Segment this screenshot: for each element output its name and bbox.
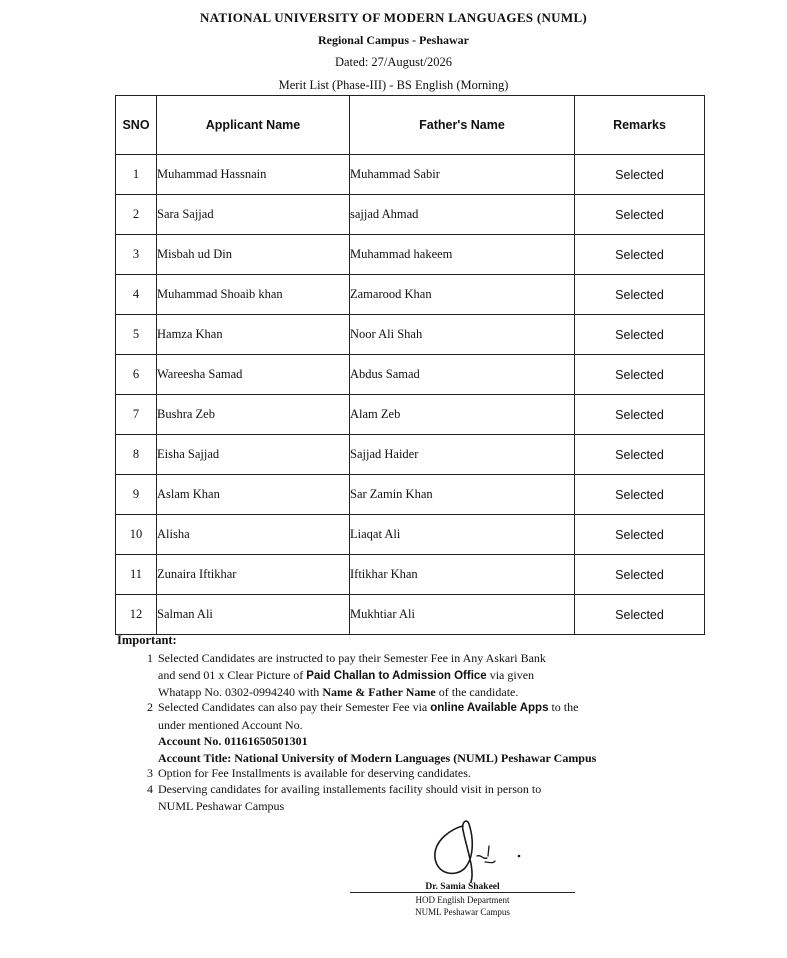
cell-applicant-name: Zunaira Iftikhar: [157, 555, 350, 595]
note-text: via given: [486, 667, 535, 682]
cell-applicant-name: Eisha Sajjad: [157, 435, 350, 475]
cell-sno: 8: [116, 435, 157, 475]
cell-fathers-name: Sar Zamin Khan: [350, 475, 575, 515]
important-heading: Important:: [117, 633, 177, 647]
note-text: Deserving candidates for availing installements facility should visit in person to: [158, 782, 542, 796]
signatory-title: HOD English Department: [415, 895, 510, 905]
cell-applicant-name: Wareesha Samad: [157, 355, 350, 395]
cell-fathers-name: Noor Ali Shah: [350, 315, 575, 355]
cell-fathers-name: Muhammad Sabir: [350, 155, 575, 195]
table-row: [116, 195, 705, 235]
cell-applicant-name: Bushra Zeb: [157, 395, 350, 435]
table-header-row: [116, 96, 705, 155]
note-emphasis: Paid Challan to Admission Office: [306, 669, 487, 682]
cell-sno: 11: [116, 555, 157, 595]
column-header-applicant-name: Applicant Name: [157, 96, 350, 155]
note-emphasis: online Available Apps: [430, 702, 549, 714]
cell-sno: 12: [116, 595, 157, 635]
signature-line: [350, 892, 575, 893]
date-line: Dated: 27/August/2026: [334, 55, 452, 69]
cell-remarks: Selected: [575, 155, 705, 195]
cell-sno: 5: [116, 315, 157, 355]
cell-remarks: Selected: [575, 435, 705, 475]
cell-fathers-name: Liaqat Ali: [350, 515, 575, 555]
cell-sno: 7: [116, 395, 157, 435]
cell-fathers-name: Mukhtiar Ali: [350, 595, 575, 635]
cell-fathers-name: Muhammad hakeem: [350, 235, 575, 275]
merit-list-table: [115, 95, 705, 635]
cell-sno: 3: [116, 235, 157, 275]
cell-applicant-name: Alisha: [157, 515, 350, 555]
cell-fathers-name: Abdus Samad: [350, 355, 575, 395]
column-header-remarks: Remarks: [575, 96, 705, 155]
cell-applicant-name: Muhammad Shoaib khan: [157, 275, 350, 315]
note-text: NUML Peshawar Campus: [158, 798, 285, 813]
note-number: 1: [147, 651, 153, 665]
table-row: [116, 435, 705, 475]
account-number: Account No. 01161650501301: [158, 734, 308, 748]
table-row: [116, 475, 705, 515]
cell-applicant-name: Hamza Khan: [157, 315, 350, 355]
table-row: [116, 315, 705, 355]
note-number: 2: [147, 700, 153, 714]
cell-remarks: Selected: [575, 235, 705, 275]
cell-remarks: Selected: [575, 395, 705, 435]
table-row: [116, 235, 705, 275]
cell-fathers-name: Zamarood Khan: [350, 275, 575, 315]
cell-sno: 4: [116, 275, 157, 315]
account-title: Account Title: National University of Modern Languages (NUML) Peshawar Campus: [158, 750, 597, 765]
cell-applicant-name: Muhammad Hassnain: [157, 155, 350, 195]
cell-sno: 9: [116, 475, 157, 515]
cell-fathers-name: Alam Zeb: [350, 395, 575, 435]
note-text: Option for Fee Installments is available for deserving candidates.: [158, 766, 471, 780]
column-header-fathers-name: Father's Name: [350, 96, 575, 155]
note-text: Selected Candidates are instructed to pay their Semester Fee in Any Askari Bank: [158, 651, 546, 665]
note-text: of the candidate.: [435, 685, 519, 699]
cell-fathers-name: Iftikhar Khan: [350, 555, 575, 595]
cell-applicant-name: Sara Sajjad: [157, 195, 350, 235]
cell-remarks: Selected: [575, 475, 705, 515]
cell-remarks: Selected: [575, 315, 705, 355]
cell-remarks: Selected: [575, 275, 705, 315]
handwritten-signature: [425, 816, 535, 888]
cell-remarks: Selected: [575, 555, 705, 595]
note-text: under mentioned Account No.: [158, 717, 303, 732]
university-title: NATIONAL UNIVERSITY OF MODERN LANGUAGES (NUML): [199, 10, 588, 25]
table-row: [116, 275, 705, 315]
cell-remarks: Selected: [575, 595, 705, 635]
cell-sno: 1: [116, 155, 157, 195]
cell-applicant-name: Aslam Khan: [157, 475, 350, 515]
table-row: [116, 555, 705, 595]
signatory-name: Dr. Samia Shakeel: [425, 882, 500, 892]
note-text: Selected Candidates can also pay their Semester Fee via: [158, 700, 431, 714]
table-row: [116, 395, 705, 435]
campus-subtitle: Regional Campus - Peshawar: [317, 33, 469, 47]
cell-sno: 6: [116, 355, 157, 395]
table-row: [116, 355, 705, 395]
table-row: [116, 595, 705, 635]
note-number: 4: [147, 782, 153, 796]
note-emphasis: Name & Father Name: [322, 685, 436, 699]
cell-applicant-name: Misbah ud Din: [157, 235, 350, 275]
merit-list-title: Merit List (Phase-III) - BS English (Morning): [278, 78, 509, 92]
cell-remarks: Selected: [575, 195, 705, 235]
table-row: [116, 155, 705, 195]
cell-fathers-name: sajjad Ahmad: [350, 195, 575, 235]
note-text: and send 01 x Clear Picture of: [158, 667, 307, 682]
note-text: Whatapp No. 0302-0994240 with: [158, 685, 323, 699]
cell-remarks: Selected: [575, 515, 705, 555]
column-header-sno: SNO: [116, 96, 157, 155]
note-text: to the: [548, 700, 579, 714]
signatory-organization: NUML Peshawar Campus: [415, 907, 510, 917]
table-row: [116, 515, 705, 555]
cell-fathers-name: Sajjad Haider: [350, 435, 575, 475]
note-number: 3: [147, 766, 153, 780]
cell-sno: 2: [116, 195, 157, 235]
cell-sno: 10: [116, 515, 157, 555]
cell-remarks: Selected: [575, 355, 705, 395]
cell-applicant-name: Salman Ali: [157, 595, 350, 635]
